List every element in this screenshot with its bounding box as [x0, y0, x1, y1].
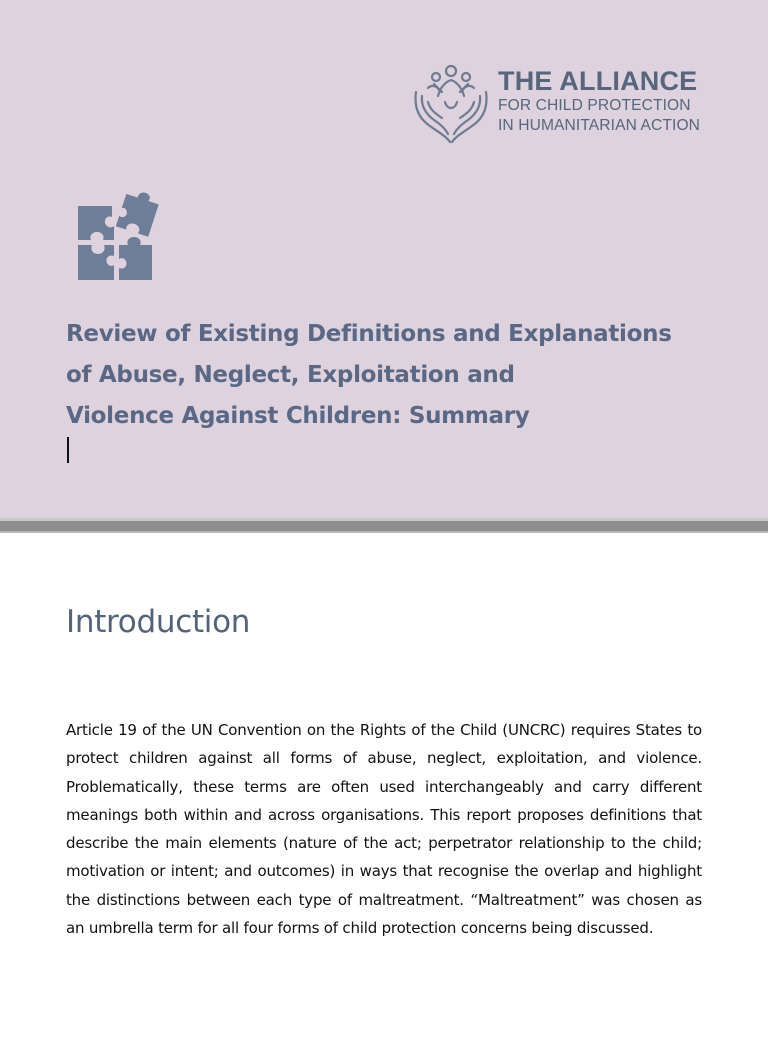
introduction-paragraph[interactable]: Article 19 of the UN Convention on the Rights of the Child (UNCRC) requires States to protect children against all forms of abuse, neglect, exploitation, and violence. Problematically, these terms are often used interchangeably and carry different meanings both within and across organisations. This report proposes definitions that describe the main elements (nature of the act; perpetrator relationship to the child; motivation or intent; and outcomes) in ways that recognise the overlap and highlight the distinctions between each type of maltreatment. “Maltreatment” was chosen as an umbrella term for all four forms of child protection concerns being discussed.	[66, 721, 702, 938]
title-line-2: of Abuse, Neglect, Exploitation and	[66, 362, 515, 388]
logo-subtitle-line2: IN HUMANITARIAN ACTION	[498, 117, 701, 134]
introduction-heading: Introduction	[66, 604, 251, 640]
logo-title: THE ALLIANCE	[498, 66, 698, 96]
title-line-1: Review of Existing Definitions and Explanations	[66, 321, 672, 347]
document-title	[66, 314, 706, 463]
logo-subtitle-line1: FOR CHILD PROTECTION	[498, 97, 691, 114]
title-line-3-wrap	[66, 396, 706, 463]
alliance-logo[interactable]	[412, 62, 712, 148]
cover-section	[0, 0, 768, 518]
hands-children-icon	[412, 62, 490, 146]
divider-band	[0, 521, 768, 531]
text-cursor	[67, 437, 69, 463]
title-line-3: Violence Against Children: Summary	[66, 403, 530, 429]
puzzle-pieces-icon	[76, 190, 172, 284]
logo-wordmark	[498, 66, 700, 136]
divider-band-bottom	[0, 531, 768, 533]
